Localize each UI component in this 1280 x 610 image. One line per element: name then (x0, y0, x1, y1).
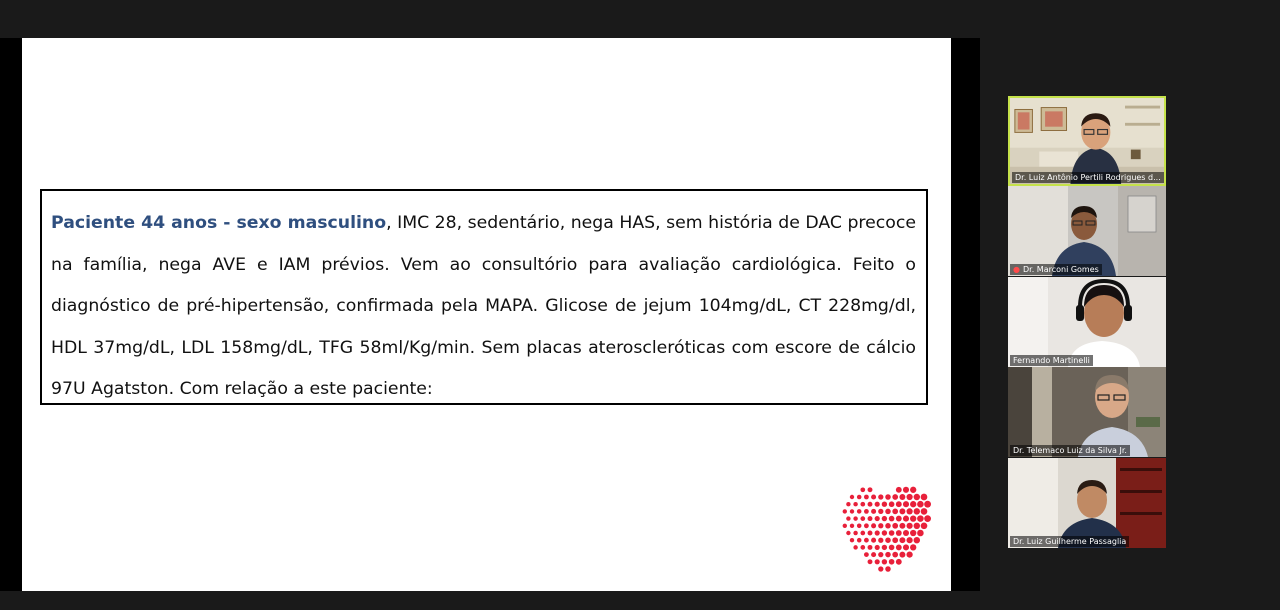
dotted-heart-icon (834, 479, 938, 579)
participant-video (1008, 277, 1166, 367)
participant-name-label: Dr. Luiz Guilherme Passaglia (1013, 537, 1127, 546)
participant-name-label: Dr. Marconi Gomes (1022, 265, 1099, 274)
case-lead-text: Paciente 44 anos - sexo masculino (51, 213, 387, 233)
participant-tile[interactable] (1008, 186, 1166, 276)
participant-name-label: Fernando Martinelli (1013, 356, 1090, 365)
participant-tile-active-speaker[interactable] (1008, 96, 1166, 186)
participant-name (1010, 536, 1129, 547)
participant-name-label: Dr. Telemaco Luiz da Silva Jr. (1013, 446, 1127, 455)
participant-name (1010, 264, 1102, 275)
participant-name (1010, 445, 1130, 456)
participant-video (1008, 367, 1166, 457)
participant-tile[interactable] (1008, 277, 1166, 367)
mic-muted-icon: ● (1013, 265, 1020, 274)
participant-video (1008, 186, 1166, 276)
participant-tile[interactable] (1008, 367, 1166, 457)
participant-name (1012, 172, 1164, 183)
participant-tile[interactable] (1008, 458, 1166, 548)
bottom-bar (0, 591, 1280, 610)
case-description-box (40, 189, 928, 405)
participant-name-label: Dr. Luiz Antônio Pertili Rodrigues d... (1015, 173, 1161, 182)
participant-video (1008, 458, 1166, 548)
participant-name (1010, 355, 1093, 366)
presentation-slide (22, 38, 951, 591)
top-bar (0, 0, 1280, 38)
case-body-text: , IMC 28, sedentário, nega HAS, sem história de DAC precoce na família, nega AVE e IAM prévios. Vem ao consultório para avaliação cardiológica. Feito o diagnóstico de pré-hipertensão, confirmada pela MAPA. Glicose de jejum 104mg/dL, CT 228mg/dl, HDL 37mg/dL, LDL 158mg/dL, TFG 58ml/Kg/min. Sem placas ateroscleróticas com escore de cálcio 97U Agatston. Com relação a este paciente: (51, 213, 916, 400)
